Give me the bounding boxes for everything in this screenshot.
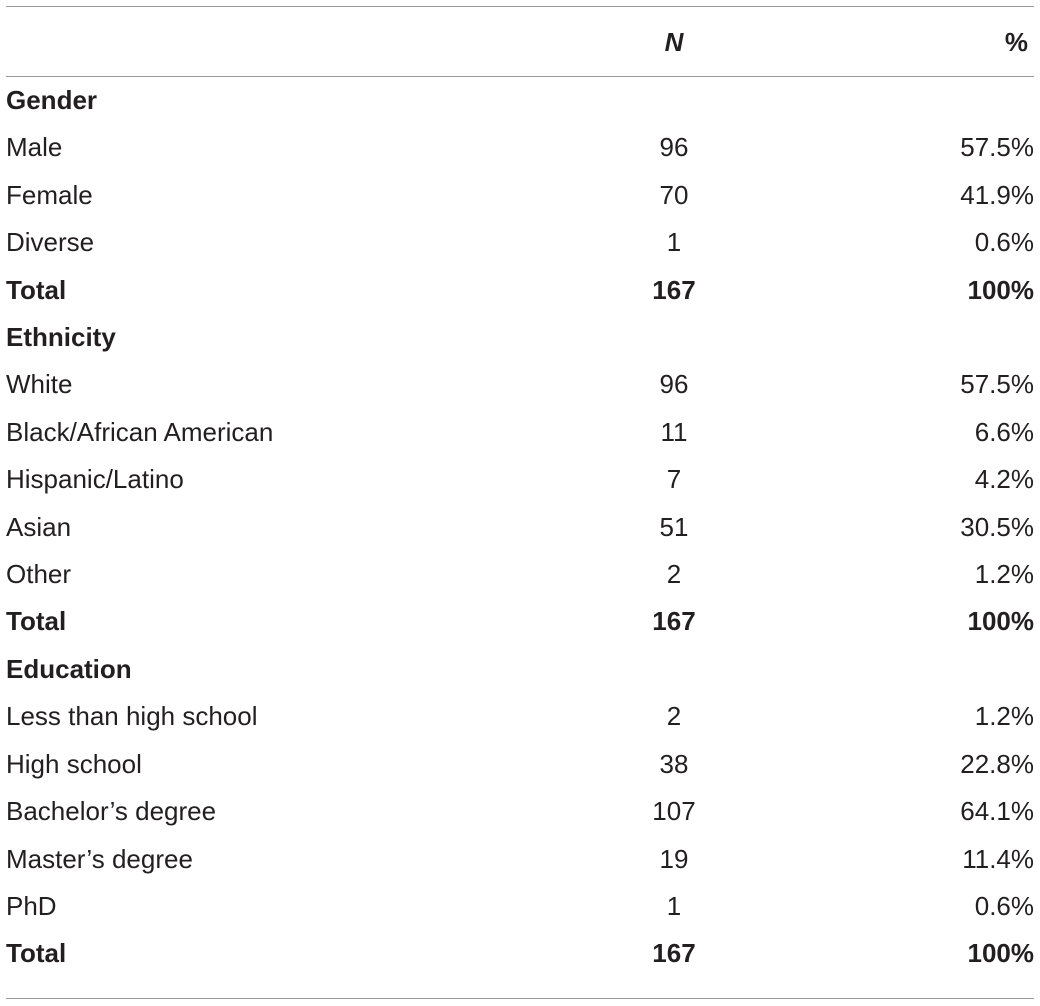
row-label: Black/African American [6, 416, 274, 447]
row-label: Master’s degree [6, 843, 193, 874]
row-n: 1 [666, 227, 682, 258]
row-n: 51 [659, 511, 689, 542]
top-rule [6, 6, 1034, 7]
row-n: 11 [660, 416, 688, 447]
row-n: 7 [666, 464, 682, 495]
total-n: 167 [652, 274, 696, 305]
row-percent: 22.8% [960, 748, 1034, 779]
row-percent: 6.6% [974, 416, 1034, 447]
total-percent: 100% [967, 606, 1034, 637]
table-row [6, 409, 1034, 456]
total-label: Total [6, 606, 67, 637]
row-label: White [6, 369, 73, 400]
table-row [6, 219, 1034, 266]
row-label: Hispanic/Latino [6, 464, 184, 495]
row-label: High school [6, 748, 142, 779]
row-label: Asian [6, 511, 72, 542]
row-percent: 41.9% [960, 179, 1034, 210]
table-row [6, 456, 1034, 503]
row-percent: 4.2% [974, 464, 1034, 495]
header-label [6, 17, 546, 77]
header-n: N [664, 27, 684, 57]
row-n: 19 [659, 843, 689, 874]
row-label: Diverse [6, 227, 95, 258]
section-title: Gender [6, 85, 98, 115]
section-title: Ethnicity [6, 322, 116, 353]
row-label: PhD [6, 890, 57, 921]
row-percent: 1.2% [974, 559, 1034, 590]
row-percent: 0.6% [974, 227, 1034, 258]
row-percent: 57.5% [960, 132, 1034, 163]
table-row [6, 741, 1034, 788]
row-label: Female [6, 179, 93, 210]
table-row [6, 883, 1034, 930]
section-title: Education [6, 653, 132, 684]
row-percent: 64.1% [960, 796, 1034, 827]
total-label: Total [6, 274, 67, 305]
row-n: 1 [666, 890, 682, 921]
section-education [6, 646, 1034, 693]
table-row [6, 693, 1034, 740]
demographics-table [6, 17, 1034, 978]
row-n: 2 [666, 701, 682, 732]
table-row [6, 361, 1034, 408]
header-percent: % [1004, 27, 1028, 57]
total-percent: 100% [967, 274, 1034, 305]
row-label: Other [6, 559, 72, 590]
row-n: 70 [659, 179, 689, 210]
row-percent: 1.2% [974, 701, 1034, 732]
table-row [6, 172, 1034, 219]
row-percent: 30.5% [960, 511, 1034, 542]
row-percent: 0.6% [974, 890, 1034, 921]
total-label: Total [6, 938, 67, 969]
total-n: 167 [652, 606, 696, 637]
row-n: 38 [659, 748, 689, 779]
row-label: Bachelor’s degree [6, 796, 217, 827]
row-label: Male [6, 132, 63, 163]
table-row [6, 551, 1034, 598]
row-percent: 57.5% [960, 369, 1034, 400]
table-row [6, 788, 1034, 835]
row-n: 107 [652, 796, 696, 827]
row-n: 2 [666, 559, 682, 590]
row-label: Less than high school [6, 701, 258, 732]
total-row [6, 930, 1034, 977]
total-percent: 100% [967, 938, 1034, 969]
header-row [6, 17, 1034, 77]
table-row [6, 836, 1034, 883]
bottom-rule [6, 998, 1034, 999]
table-row [6, 124, 1034, 171]
row-n: 96 [659, 369, 689, 400]
total-row [6, 598, 1034, 645]
row-percent: 11.4% [962, 843, 1034, 874]
total-row [6, 267, 1034, 314]
section-ethnicity [6, 314, 1034, 361]
section-gender [6, 77, 1034, 124]
total-n: 167 [652, 938, 696, 969]
row-n: 96 [659, 132, 689, 163]
table-row [6, 504, 1034, 551]
